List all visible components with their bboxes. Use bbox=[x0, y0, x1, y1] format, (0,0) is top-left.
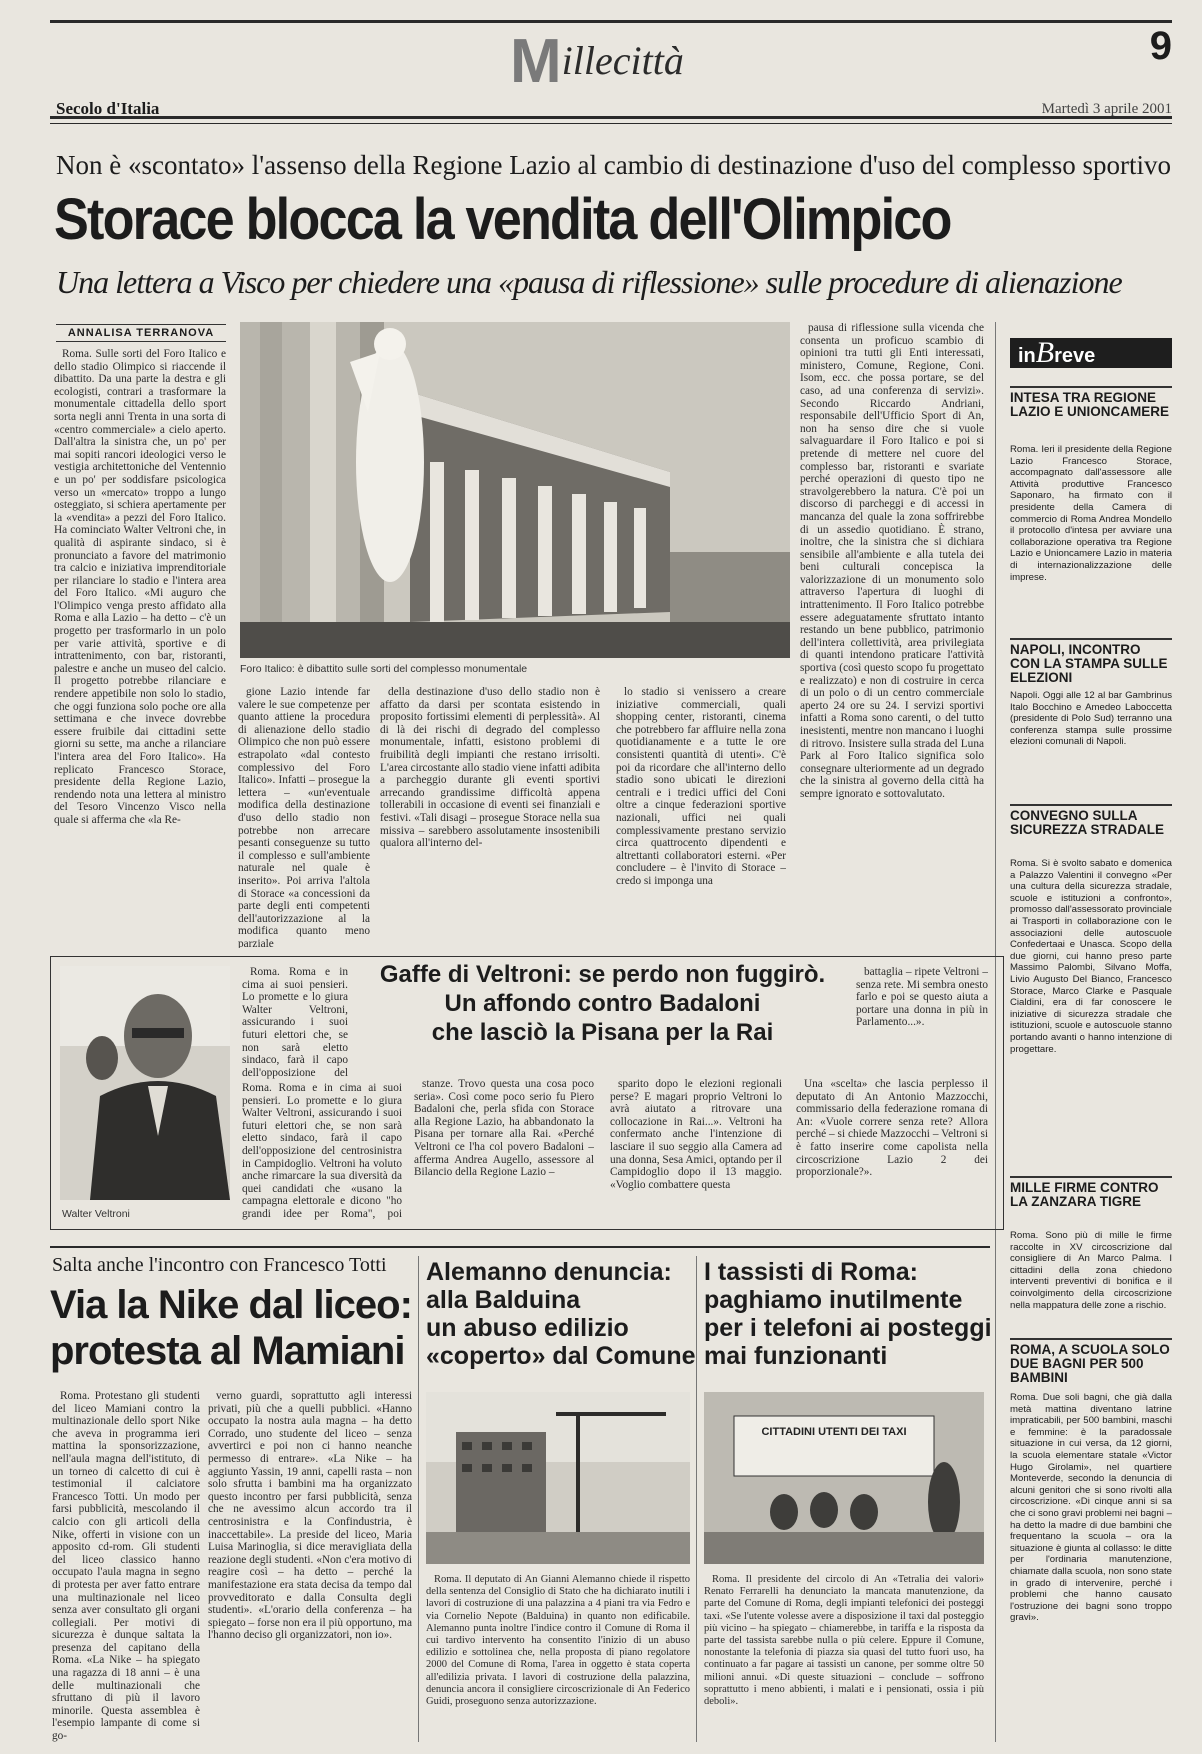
column-rule-3 bbox=[696, 1256, 697, 1742]
breve-text-2: Napoli. Oggi alle 12 al bar Gambrinus Italo Bocchino e Amedeo Laboccetta (presidente di Polo Sud) terranno una conferenza stampa sulle prossime elezioni comunali di Napoli. bbox=[1010, 690, 1172, 748]
breve-text-3: Roma. Si è svolto sabato e domenica a Palazzo Valentini il convegno «Per una cultura della sicurezza stradale, scuole e istituzioni a confronto», promosso dall'assessorato provinciale ai Trasporti in collaborazione con le associazioni delle autoscuole Confedertaai e Unasca. Scopo della due giorni, cui hanno preso parte Massimo Palombi, Silvano Moffa, Livio Augusto Del Bianco, Francesco Storace, Marco Clarke e Pasquale Cialdini, era di far conoscere le iniziative di sicurezza stradale che istituzioni, scuole e autoscuole stanno portando avanti o hanno intenzione di progettare. bbox=[1010, 858, 1172, 1055]
page-number: 9 bbox=[1149, 24, 1172, 68]
construction-illustration bbox=[426, 1392, 690, 1564]
breve-text-4: Roma. Sono più di mille le firme raccolte in XV circoscrizione dal consigliere di An Marco Palma. I cittadini della zona chiedono interventi preventivi di bonifica e il coinvolgimento della circoscrizione nella mappatura delle zone a rischio. bbox=[1010, 1230, 1172, 1311]
breve-title-1: INTESA TRA REGIONE LAZIO E UNIONCAMERE bbox=[1010, 386, 1172, 419]
breve-text-1: Roma. Ieri il presidente della Regione Lazio Francesco Storace, accompagnato dall'assessore alle Attività produttive Francesco Saponaro, ha firmato con il presidente della Camera di commercio di Roma Andrea Mondello il protocollo d'intesa per avviare una collaborazione operativa tra Regione Lazio e Unioncamere Lazio in materia di internazionalizzazione delle imprese. bbox=[1010, 444, 1172, 583]
top-rule bbox=[50, 20, 1172, 23]
taxi-protest-illustration bbox=[704, 1392, 984, 1564]
header-rule-thin bbox=[50, 123, 1172, 124]
stadium-illustration bbox=[240, 322, 790, 658]
stadium-photo-caption: Foro Italico: è dibattito sulle sorti del complesso monumentale bbox=[240, 663, 528, 675]
alemanno-text: Roma. Il deputato di An Gianni Alemanno chiede il rispetto della sentenza del Consiglio di Stato che ha dichiarato inutili i lavori di costruzione di una palazzina a 4 piani tra via Fedro e via Cornelio Nepote (Balduina) in quanto non edificabile. Alemanno punta inoltre l'indice contro il Comune di Roma il cui tardivo intervento ha consentito l'inizio di un abuso edilizio e sottolinea che, nella proposta di piano regolatore 2000 del Comune di Roma, l'area in oggetto è stata coperta all'edilizia privata. I lavori di costruzione della palazzina, denuncia ancora il consigliere circoscrizionale di An Federico Guidi, proseguono senza autorizzazione. bbox=[426, 1574, 690, 1708]
main-col-4: lo stadio si venissero a creare iniziative commerciali, quali shopping center, ristoranti, cinema che potrebbero far affluire nella zona quotidianamente e a tutte le ore consistenti quantità di utenti». C'è poi da ricordare che all'interno dello stadio sono ubicati le direzioni centrali e i tredici uffici del Coni oltre a cinque federazioni sportive nazionali, uffici nei quali complessivamente prestano servizio circa quattrocento dipendenti e altrettanti collaboratori esterni. «Per concludere – è l'invito di Storace – credo si imponga una bbox=[616, 686, 786, 887]
in-breve-logo: inBreve bbox=[1010, 338, 1172, 368]
main-kicker: Non è «scontato» l'assenso della Regione Lazio al cambio di destinazione d'uso del complesso sportivo bbox=[56, 150, 1171, 180]
veltroni-photo-caption: Walter Veltroni bbox=[62, 1208, 130, 1220]
column-rule-2 bbox=[418, 1256, 419, 1742]
header-rule bbox=[50, 116, 1172, 119]
main-col-2: gione Lazio intende far valere le sue competenze per quanto attiene la procedura di alienazione dello stadio Olimpico che non può essere estrapolato «dal contesto complessivo del Foro Italico». Infatti – prosegue la lettera – «un'eventuale modifica della destinazione d'uso dello stadio non potrebbe non arrecare pesanti conseguenze su tutto il complesso e sull'ambiente naturale nel quale è inserito». Poi arriva l'altola di Storace «a concessioni da parte degli enti competenti dell'autorizzazione al la modifica quanto meno parziale bbox=[238, 686, 370, 948]
issue-date: Martedì 3 aprile 2001 bbox=[1041, 101, 1172, 117]
lower-rule bbox=[50, 1246, 990, 1248]
nike-kicker: Salta anche l'incontro con Francesco Totti bbox=[52, 1254, 387, 1276]
breve-title-5: ROMA, A SCUOLA SOLO DUE BAGNI PER 500 BAMBINI bbox=[1010, 1338, 1172, 1385]
taxi-protest-photo bbox=[704, 1392, 984, 1564]
veltroni-portrait bbox=[60, 966, 230, 1200]
construction-photo bbox=[426, 1392, 690, 1564]
veltroni-col-4b: Una «scelta» che lascia perplesso il deputato di An Antonio Mazzocchi, commissario della federazione romana di An: «Vuole correre senza rete? Allora perché – si chiede Mazzocchi – Veltroni si è fatto inserire come capolista nella circoscrizione Lazio 2 dei proporzionale?». bbox=[796, 1078, 988, 1179]
tassisti-headline: I tassisti di Roma: paghiamo inutilmente per i telefoni ai posteggi mai funzionanti bbox=[704, 1258, 992, 1370]
breve-title-3: CONVEGNO SULLA SICUREZZA STRADALE bbox=[1010, 804, 1172, 837]
byline: ANNALISA TERRANOVA bbox=[56, 324, 226, 342]
veltroni-headline: Gaffe di Veltroni: se perdo non fuggirò. Un affondo contro Badaloni che lasciò la Pisana per la Rai bbox=[379, 961, 826, 1046]
veltroni-col-3: sparito dopo le elezioni regionali perse? E magari proprio Veltroni lo avrà aiutato a ritrovare una collocazione in Rai...». Veltroni ha confermato anche l'intenzione di lasciare il suo seggio alla Camera ad una donna, Sesa Amici, optando per il Campidoglio dopo il 13 maggio. «Voglio combattere questa bbox=[610, 1078, 782, 1191]
veltroni-col-4a: battaglia – ripete Veltroni – senza rete. Mi sembra onesto farlo e poi se questo aiuta a portare una donna in più in Parlamento...». bbox=[856, 966, 988, 1029]
alemanno-headline: Alemanno denuncia: alla Balduina un abuso edilizio «coperto» dal Comune bbox=[426, 1258, 696, 1370]
nike-col-1: Roma. Protestano gli studenti del liceo Mamiani contro la multinazionale dello sport Nike che aveva in programma ieri mattina la sponsorizzazione, nell'aula magna dell'istituto, di un torneo di calcetto di cui è testimonial il calciatore Francesco Totti. Un modo per farsi pubblicità, mescolando il calcio con gli articoli della Nike, offerti in visione con un apposito cd-rom. Gli studenti del liceo classico hanno occupato l'aula magna in segno di protesta per aver fatto entrare una multinazionale nel liceo senza aver consultato gli organi collegiali. Per motivi di sicurezza è dunque saltata la presenza del capitano della Roma. «La Nike – ha spiegato una ragazza di 18 anni – è una delle multinazionali che sfruttano di più il lavoro minorile. Questa assemblea è l'esempio lampante di come si go- bbox=[52, 1390, 200, 1742]
section-masthead: Millecittà bbox=[510, 27, 684, 96]
taxi-banner-text: CITTADINI UTENTI DEI TAXI bbox=[761, 1426, 907, 1438]
main-headline: Storace blocca la vendita dell'Olimpico bbox=[54, 187, 951, 252]
newspaper-name: Secolo d'Italia bbox=[56, 99, 160, 118]
tassisti-text: Roma. Il presidente del circolo di An «Tetralia dei valori» Renato Ferrarelli ha denunciato la mancata manutenzione, da parte del Comune di Roma, degli impianti telefonici dei posteggi taxi. «Se l'utente volesse avere a disposizione il taxi dal posteggio più vicino – ha spiegato – chiamerebbe, in tariffa e la risposta da parte del tassista sarebbe nulla o più celere. Eppure il Comune, nonostante la telefonia di piazza sia quasi del tutto fuori uso, ha continuato a far pagare ai tassisti un canone, per somme oltre 50 milioni annui. «Di queste situazioni – conclude – soffrono soprattutto i meno abbienti, i malati e i pensionati, ossia i più deboli». bbox=[704, 1574, 984, 1708]
breve-title-4: MILLE FIRME CONTRO LA ZANZARA TIGRE bbox=[1010, 1176, 1172, 1209]
main-col-3: della destinazione d'uso dello stadio non è affatto da darsi per scontata esistendo in proposito fortissimi elementi di perplessità». Al di là dei rischi di degrado del complesso monumentale, infatti, esistono problemi di fruibilità degli impianti che restano irrisolti. L'area circostante allo stadio viene infatti adibita a parcheggio durante gli eventi sportivi arrecando grandissime difficoltà appena tollerabili in occasione di eventi sei finanziali e festivi. «Tali disagi – prosegue Storace nella sua missiva – sarebbero assolutamente insostenibili qualora all'interno del- bbox=[380, 686, 600, 850]
main-col-1: Roma. Sulle sorti del Foro Italico e dello stadio Olimpico si riaccende il dibattito. Da una parte la destra e gli ecologisti, contrari a trasformare la monumentale cittadella dello sport sorta negli anni Trenta in una sorta di «centro commerciale» a cielo aperto. Dall'altra la sinistra che, un po' per mai sopiti rancori ideologici verso le vestigia architettoniche del Ventennio e un po' per soddisfare psicologica verso un «mercato» troppo a lungo osteggiato, si schiera apertamente per la «vendita» a pezzi del Foro Italico. Ha cominciato Walter Veltroni che, in qualità di aspirante sindaco, si è pronunciato a favore del matrimonio tra calcio e iniziativa imprenditoriale per rilanciare lo stadio e l'intera area del Foro Italico. «Mi auguro che l'Olimpico venga presto affidato alla Roma e alla Lazio – ha detto – c'è un progetto per trasformarlo in un polo per varie attività, sportive e di intrattenimento, con bar, ristoranti, palestre e anche un museo del calcio. Il progetto potrebbe rilanciare e rendere appetibile non solo lo stadio, che oggi funziona solo poche ore alla settimana e che invece dovrebbe essere fruibile dai cittadini sette giorni su sette, ma anche a rilanciare l'intera area del Foro Italico». Ha replicato Francesco Storace, presidente della Regione Lazio, rendendo nota una lettera al ministro del Tesoro Vincenzo Visco nella quale si afferma che «la Re- bbox=[54, 348, 226, 826]
veltroni-col-1: Roma. Roma e in cima ai suoi pensieri. Lo promette e lo giura Walter Veltroni, assicurando i suoi futuri elettori che, se non sarà eletto sindaco, farà il capo dell'opposizione del centrosinistra in Campidoglio. Veltroni ha voluto anche rimarcare la sua diversità da quei candidati che «usano la campagna elettorale e dicono "ho grandi idee per Roma", poi bbox=[242, 1082, 402, 1220]
nike-headline: Via la Nike dal liceo: protesta al Mamiani bbox=[50, 1283, 412, 1373]
main-subhead: Una lettera a Visco per chiedere una «pausa di riflessione» sulle procedure di alienazione bbox=[56, 264, 1122, 300]
breve-title-2: NAPOLI, INCONTRO CON LA STAMPA SULLE ELEZIONI bbox=[1010, 638, 1172, 685]
veltroni-col-2: stanze. Trovo questa una cosa poco seria». Così come poco serio fu Piero Badaloni che, perla sfida con Storace alla Regione Lazio, ha abbandonato la Pisana per tornare alla Rai. «Perché Veltroni ce l'ha col povero Badaloni – afferma Andrea Augello, assessore al Bilancio della Regione Lazio – bbox=[414, 1078, 594, 1179]
breve-text-5: Roma. Due soli bagni, che già dalla metà mattina diventano latrine impraticabili, per 500 bambini, maschi e femmine: è la paradossale situazione in cui versa, da 12 giorni, la scuola elementare statale «Victor Hugo Girolami», nel quartiere Monteverde, secondo la denuncia di alcuni genitori che si sono rivolti alla circoscrizione. «Di cinque anni si sa che ci sono gravi problemi nei bagni – ha detto la madre di due bambini che frequentano la scuola – ora la situazione è giunta al collasso: le ditte per l'ordinaria manutenzione, chiamate dalla scuola, non sono state in grado di intervenire, perché i problemi che hanno causato l'ostruzione dei bagni sono troppo gravi». bbox=[1010, 1392, 1172, 1624]
nike-col-2: verno guardi, soprattutto agli interessi privati, più che a quelli pubblici. «Hanno occupato la nostra aula magna – ha detto Corrado, uno studente del liceo – senza avvertirci e poi non ci hanno neanche permesso di entrare». «La Nike – ha aggiunto Yassin, 19 anni, capelli rasta – non solo sfrutta i bambini ma ha organizzato questo incontro per farsi pubblicità, senza che ne avessimo alcun accordo tra il centrosinistra e la Confindustria, è inaccettabile». La preside del liceo, Maria Luisa Marinoglia, si dice meravigliata della reazione degli studenti. «Non c'era motivo di reagire così – ha detto – perché la manifestazione era stata decisa da tempo dal provveditorato e dalla Consulta degli studenti». «L'orario della conferenza – ha spiegato – forse non era il più opportuno, ma l'hanno deciso gli organizzatori, non io». bbox=[208, 1390, 412, 1642]
veltroni-photo bbox=[60, 966, 230, 1200]
stadium-photo bbox=[240, 322, 790, 658]
veltroni-lead-top: Roma. Roma e in cima ai suoi pensieri. Lo promette e lo giura Walter Veltroni, assicurando i suoi futuri elettori che, se non sarà eletto sindaco, farà il capo dell'opposizione del bbox=[242, 966, 348, 1079]
main-col-5: pausa di riflessione sulla vicenda che consenta un proficuo scambio di opinioni tra tutti gli Enti interessati, ministero, Comune, Regione, Coni. Isom, ecc. che possa portare, se del caso, ad una conferenza di servizi». Secondo Riccardo Andriani, responsabile dell'Ufficio Sport di An, non ha senso dire che si vuole salvaguardare il Foro Italico e poi si pretende di mettere nel cuore del complesso bar, ristoranti e svariate perché operazioni di questo tipo ne stravolgerebbero la natura. C'è poi un discorso di parcheggi e di accessi in mancanza del quale la zona soffrirebbe di un assedio quotidiano. È strano, inoltre, che la sinistra che si dichiara sensibile all'ambiente e alla tutela dei beni culturali concepisca la valorizzazione di un monumento solo attraverso l'apertura di luoghi di intrattenimento. Il Foro Italico potrebbe essere adeguatamente sfruttato intanto restando un bene pubblico, patrimonio dell'intera collettività, area privilegiata di quanti intendono praticare l'attività sportiva (così questo scopo fu progettato e realizzato) e non di costruire in cerca di un polo o di un centro commerciale aperto 24 ore su 24. I servizi sportivi infatti a Roma sono carenti, o del tutto inesistenti, mentre non mancano i luoghi di ritrovo. Insistere sulla strada del Luna Park al Foro Italico significa solo consegnare ulteriormente ad un degrado che la sinistra al governo della città ha sempre ignorato e sottovalutato. bbox=[800, 322, 984, 800]
